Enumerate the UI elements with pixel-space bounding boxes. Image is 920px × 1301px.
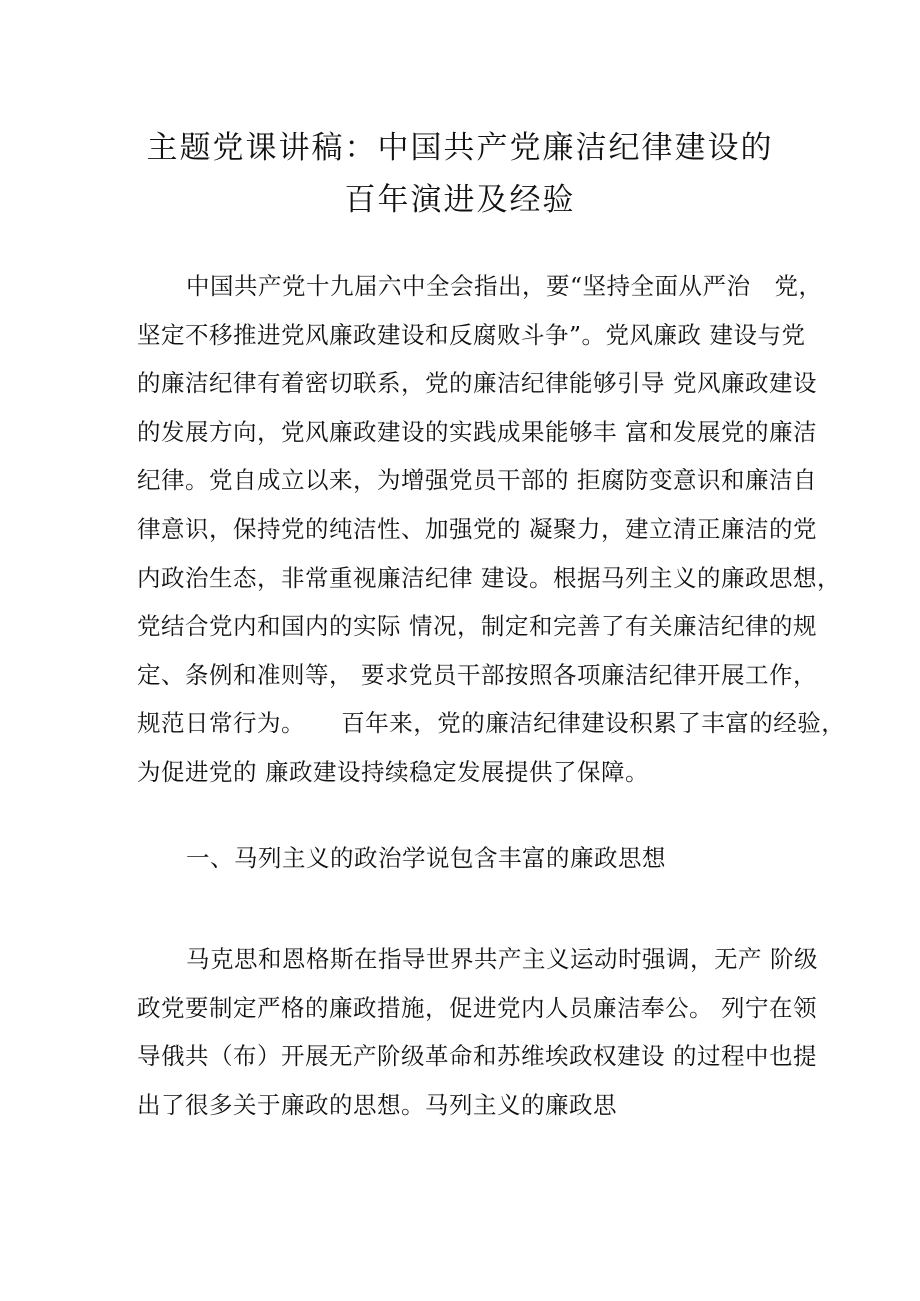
paragraph-line: 的廉洁纪律有着密切联系，党的廉洁纪律能够引导 党风廉政建设 [137,369,817,398]
paragraph-line: 内政治生态，非常重视廉洁纪律 建设。根据马列主义的廉政思想， [137,563,841,592]
paragraph-line: 出了很多关于廉政的思想。马列主义的廉政思 [137,1090,617,1119]
paragraph-line: 律意识，保持党的纯洁性、加强党的 凝聚力，建立清正廉洁的党 [137,514,817,543]
paragraph-line: 政党要制定严格的廉政措施，促进党内人员廉洁奉公。 列宁在领 [137,993,817,1022]
paragraph-line: 纪律。党自成立以来，为增强党员干部的 拒腐防变意识和廉洁自 [137,466,817,495]
paragraph-line: 导俄共（布）开展无产阶级革命和苏维埃政权建设 的过程中也提 [137,1042,817,1071]
document-title [0,122,920,226]
paragraph-line: 党结合党内和国内的实际 情况，制定和完善了有关廉洁纪律的规 [137,612,817,641]
section-heading: 一、马列主义的政治学说包含丰富的廉政思想 [186,844,666,872]
title-line-2: 百年演进及经验 [344,182,576,218]
paragraph-intro [137,262,846,797]
paragraph-line: 的发展方向，党风廉政建设的实践成果能够丰 富和发展党的廉洁 [137,417,817,446]
paragraph-line: 中国共产党十九届六中全会指出，要“坚持全面从严治 党， [186,272,823,300]
paragraph-line: 马克思和恩格斯在指导世界共产主义运动时强调，无产 阶级 [186,945,818,973]
paragraph-line: 规范日常行为。 百年来，党的廉洁纪律建设积累了丰富的经验， [137,709,846,738]
paragraph-line: 坚定不移推进党风廉政建设和反腐败斗争”。党风廉政 建设与党 [137,320,806,349]
paragraph-line: 为促进党的 廉政建设持续稳定发展提供了保障。 [137,757,649,786]
paragraph-marxism [137,935,818,1129]
title-line-1: 主题党课讲稿：中国共产党廉洁纪律建设的 [146,130,774,166]
paragraph-line: 定、条例和准则等， 要求党员干部按照各项廉洁纪律开展工作， [137,660,817,689]
